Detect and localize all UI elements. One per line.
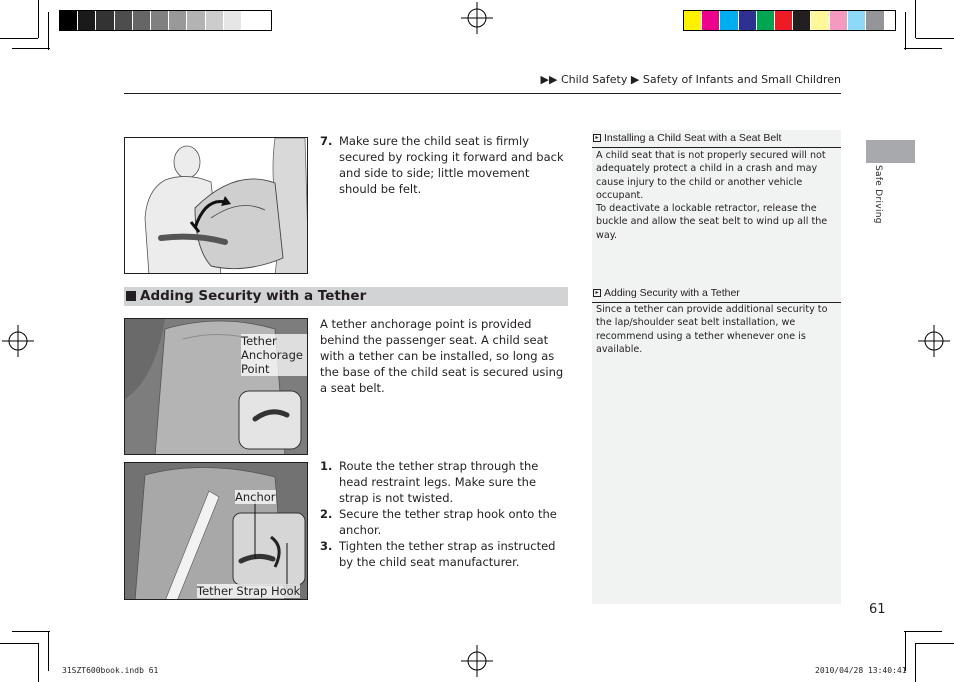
gray-swatch-1 — [60, 11, 78, 30]
step-3-number: 3. — [320, 539, 333, 553]
gray-swatch-4 — [115, 11, 133, 30]
section-header — [124, 287, 568, 306]
side-tab-label: Safe Driving — [873, 165, 883, 224]
color-swatch-4 — [739, 11, 757, 30]
intro-paragraph: A tether anchorage point is provided behind the passenger seat. A child seat with a tether can be installed, so long as the base of the child seat is secured using a seat belt. — [320, 317, 564, 395]
note-1-title: Installing a Child Seat with a Seat Belt — [604, 132, 782, 144]
color-swatch-11 — [866, 11, 884, 30]
page-number: 61 — [869, 602, 886, 617]
color-swatch-6 — [775, 11, 793, 30]
child-seat-rocking-illustration — [124, 137, 308, 274]
color-swatch-2 — [702, 11, 720, 30]
rocking-seat-drawing — [125, 138, 308, 274]
note-link-icon: ▸ — [593, 134, 601, 142]
slug-date: 2010/04/28 13:40:41 — [815, 666, 907, 675]
step-2-text: Secure the tether strap hook onto the anchor. — [339, 507, 557, 537]
step-2 — [320, 506, 566, 538]
note-1-paragraph-2: To deactivate a lockable retractor, release the buckle and allow the seat belt to wind up all the way. — [596, 203, 828, 241]
color-swatch-1 — [684, 11, 702, 30]
tether-anchorage-label: Tether Anchorage Point — [241, 334, 307, 376]
step-7-list — [320, 133, 568, 197]
note-2-header[interactable] — [592, 285, 841, 303]
note-2-paragraph-1: Since a tether can provide additional security to the lap/shoulder seat belt installation, we recommend using a tether whenever one is available. — [596, 304, 828, 356]
color-swatch-9 — [830, 11, 848, 30]
note-2-title: Adding Security with a Tether — [604, 287, 740, 299]
section-title: Adding Security with a Tether — [140, 288, 367, 304]
color-swatch-10 — [848, 11, 866, 30]
side-tab[interactable] — [866, 140, 915, 163]
gray-swatch-8 — [187, 11, 205, 30]
note-1-paragraph-1: A child seat that is not properly secured will not adequately protect a child in a crash and may cause injury to the child or another vehicle occupant. — [596, 150, 826, 202]
anchor-label: Anchor — [235, 490, 276, 504]
breadcrumb-page: Safety of Infants and Small Children — [642, 73, 841, 86]
color-swatch-8 — [811, 11, 829, 30]
color-swatch-5 — [757, 11, 775, 30]
step-3-text: Tighten the tether strap as instructed by the child seat manufacturer. — [339, 539, 556, 569]
color-swatch-7 — [793, 11, 811, 30]
registration-mark-bottom — [461, 645, 493, 677]
header-rule — [124, 93, 841, 94]
slug-file: 31SZT600book.indb 61 — [62, 666, 159, 675]
step-1-number: 1. — [320, 459, 333, 473]
step-7-number: 7. — [320, 134, 333, 148]
grayscale-color-bar — [59, 10, 272, 31]
gray-swatch-10 — [224, 11, 242, 30]
gray-swatch-7 — [169, 11, 187, 30]
tether-strap-hook-label: Tether Strap Hook — [197, 584, 301, 598]
anchor-hook-photo — [124, 462, 308, 600]
step-1-text: Route the tether strap through the head restraint legs. Make sure the strap is not twisted. — [339, 459, 539, 505]
registration-mark-top — [461, 2, 493, 34]
step-7 — [320, 133, 568, 197]
section-square-icon — [126, 291, 136, 301]
gray-swatch-3 — [96, 11, 114, 30]
breadcrumb-section-link[interactable]: Child Safety — [560, 73, 628, 86]
process-color-bar — [683, 10, 896, 31]
gray-swatch-6 — [151, 11, 169, 30]
breadcrumb-separator: ▶ — [630, 73, 640, 86]
step-7-text: Make sure the child seat is firmly secured by rocking it forward and back and side to side; little movement should be felt. — [339, 134, 564, 196]
note-link-icon: ▸ — [593, 289, 601, 297]
gray-swatch-2 — [78, 11, 96, 30]
step-1 — [320, 458, 566, 506]
step-2-number: 2. — [320, 507, 333, 521]
gray-swatch-11 — [242, 11, 260, 30]
breadcrumb — [541, 73, 841, 86]
note-1-header[interactable] — [592, 130, 841, 148]
color-swatch-3 — [720, 11, 738, 30]
gray-swatch-5 — [133, 11, 151, 30]
registration-mark-right — [918, 325, 950, 357]
gray-swatch-9 — [206, 11, 224, 30]
breadcrumb-arrows: ▶▶ — [540, 73, 558, 86]
step-3 — [320, 538, 566, 570]
tether-steps-list — [320, 458, 566, 570]
registration-mark-left — [2, 325, 34, 357]
anchor-hook-drawing — [125, 463, 308, 600]
